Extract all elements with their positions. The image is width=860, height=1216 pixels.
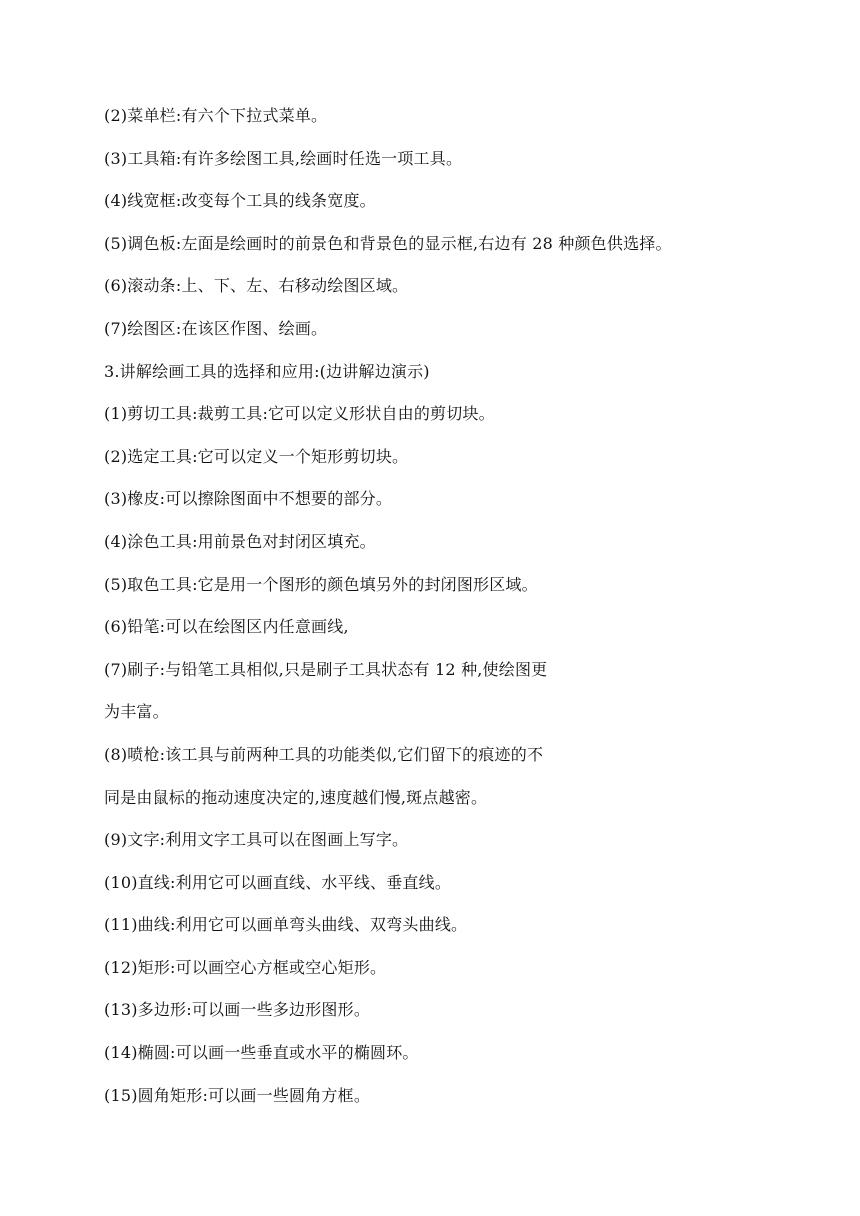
text-line-straight-line: (10)直线:利用它可以画直线、水平线、垂直线。	[104, 872, 452, 892]
text-line-select-tool: (2)选定工具:它可以定义一个矩形剪切块。	[104, 446, 409, 466]
text-line-menu-bar: (2)菜单栏:有六个下拉式菜单。	[104, 106, 328, 125]
text-line-toolbox: (3)工具箱:有许多绘图工具,绘画时任选一项工具。	[104, 148, 463, 168]
text-line-brush-cont: 为丰富。	[104, 702, 169, 722]
text-line-scrollbar: (6)滚动条:上、下、左、右移动绘图区域。	[104, 276, 409, 296]
text-line-ellipse: (14)椭圆:可以画一些垂直或水平的椭圆环。	[104, 1043, 419, 1063]
section-heading: 3.讲解绘画工具的选择和应用:(边讲解边演示)	[104, 361, 430, 381]
text-line-line-width: (4)线宽框:改变每个工具的线条宽度。	[104, 191, 376, 211]
text-line-airbrush-cont: 同是由鼠标的拖动速度决定的,速度越们慢,斑点越密。	[104, 787, 488, 807]
text-line-text-tool: (9)文字:利用文字工具可以在图画上写字。	[104, 830, 409, 850]
text-line-polygon: (13)多边形:可以画一些多边形图形。	[104, 1000, 371, 1020]
document-body	[104, 102, 764, 1124]
text-line-rectangle: (12)矩形:可以画空心方框或空心矩形。	[104, 957, 387, 977]
text-line-fill-tool: (4)涂色工具:用前景色对封闭区填充。	[104, 531, 376, 551]
text-line-drawing-area: (7)绘图区:在该区作图、绘画。	[104, 318, 328, 338]
text-line-pencil: (6)铅笔:可以在绘图区内任意画线,	[104, 617, 349, 637]
text-line-curve: (11)曲线:利用它可以画单弯头曲线、双弯头曲线。	[104, 915, 468, 935]
text-line-cut-tool: (1)剪切工具:裁剪工具:它可以定义形状自由的剪切块。	[104, 404, 495, 424]
text-line-palette: (5)调色板:左面是绘画时的前景色和背景色的显示框,右边有 28 种颜色供选择。	[104, 233, 672, 253]
text-line-eraser: (3)橡皮:可以擦除图面中不想要的部分。	[104, 489, 393, 509]
text-line-airbrush: (8)喷枪:该工具与前两种工具的功能类似,它们留下的痕迹的不	[104, 744, 544, 764]
text-line-brush: (7)刷子:与铅笔工具相似,只是刷子工具状态有 12 种,使绘图更	[104, 659, 548, 679]
text-line-color-picker: (5)取色工具:它是用一个图形的颜色填另外的封闭图形区域。	[104, 574, 538, 594]
text-line-rounded-rect: (15)圆角矩形:可以画一些圆角方框。	[104, 1085, 371, 1105]
